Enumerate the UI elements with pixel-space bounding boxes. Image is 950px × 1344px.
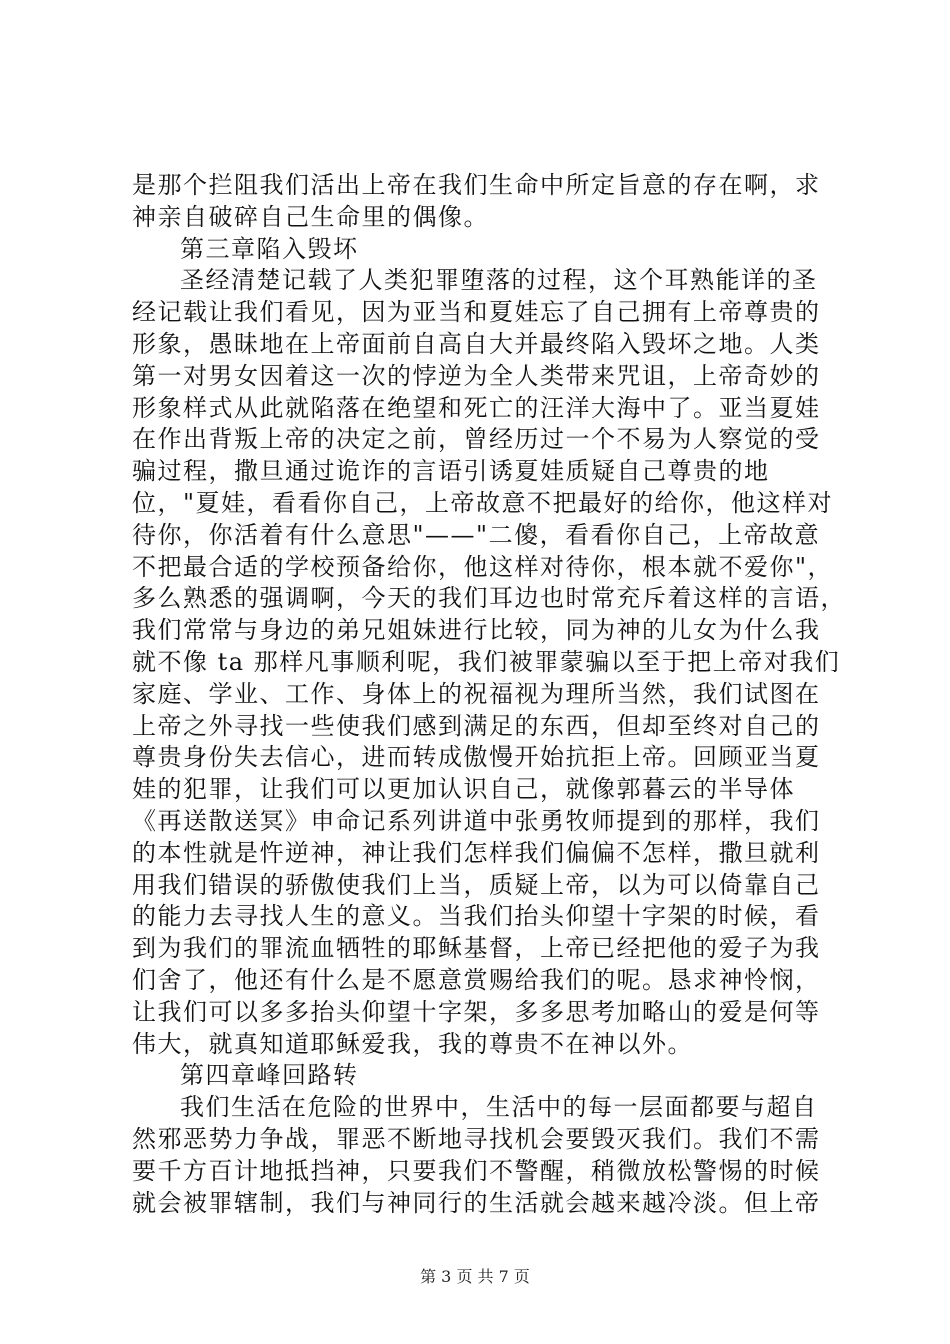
- document-body: [132, 170, 846, 1219]
- body-line: 伟大，就真知道耶稣爱我，我的尊贵不在神以外。: [132, 1029, 693, 1058]
- paragraph-first-line: 圣经清楚记载了人类犯罪堕落的过程，这个耳熟能详的圣: [180, 266, 818, 295]
- body-line: 的本性就是忤逆神，神让我们怎样我们偏偏不怎样，撒旦就利: [132, 838, 821, 867]
- body-line: 就不像 ta 那样凡事顺利呢，我们被罪蒙骗以至于把上帝对我们: [132, 647, 841, 676]
- body-line: 经记载让我们看见，因为亚当和夏娃忘了自己拥有上帝尊贵的: [132, 298, 821, 327]
- page-number-label: 第 3 页 共 7 页: [420, 1267, 530, 1286]
- body-line: 家庭、学业、工作、身体上的祝福视为理所当然，我们试图在: [132, 679, 821, 708]
- body-line: 我们常常与身边的弟兄姐妹进行比较，同为神的儿女为什么我: [132, 616, 821, 645]
- body-line: 是那个拦阻我们活出上帝在我们生命中所定旨意的存在啊，求: [132, 171, 821, 199]
- body-line: 上帝之外寻找一些使我们感到满足的东西，但却至终对自己的: [132, 711, 821, 740]
- body-line: 第一对男女因着这一次的悖逆为全人类带来咒诅，上帝奇妙的: [132, 361, 821, 390]
- body-line: 位，"夏娃，看看你自己，上帝故意不把最好的给你，他这样对: [132, 488, 834, 517]
- body-line: 不把最合适的学校预备给你，他这样对待你，根本就不爱你"，: [132, 552, 834, 581]
- body-line: 《再送散送冥》申命记系列讲道中张勇牧师提到的那样，我们: [132, 806, 821, 835]
- page-footer: [0, 1267, 950, 1287]
- body-line: 然邪恶势力争战，罪恶不断地寻找机会要毁灭我们。我们不需: [132, 1124, 821, 1153]
- paragraph-first-line: 我们生活在危险的世界中，生活中的每一层面都要与超自: [180, 1093, 818, 1122]
- body-line: 用我们错误的骄傲使我们上当，质疑上帝，以为可以倚靠自己: [132, 870, 821, 899]
- body-line: 在作出背叛上帝的决定之前，曾经历过一个不易为人察觉的受: [132, 425, 821, 454]
- body-line: 形象样式从此就陷落在绝望和死亡的汪洋大海中了。亚当夏娃: [132, 393, 821, 422]
- body-line: 形象，愚昧地在上帝面前自高自大并最终陷入毁坏之地。人类: [132, 329, 821, 358]
- body-line: 们舍了，他还有什么是不愿意赏赐给我们的呢。恳求神怜悯，: [132, 965, 821, 994]
- body-line: 的能力去寻找人生的意义。当我们抬头仰望十字架的时候，看: [132, 902, 821, 931]
- body-line: 尊贵身份失去信心，进而转成傲慢开始抗拒上帝。回顾亚当夏: [132, 743, 821, 772]
- body-line: 娃的犯罪，让我们可以更加认识自己，就像郭暮云的半导体: [132, 775, 795, 804]
- body-line: 神亲自破碎自己生命里的偶像。: [132, 202, 489, 231]
- body-line: 骗过程，撒旦通过诡诈的言语引诱夏娃质疑自己尊贵的地: [132, 457, 770, 486]
- body-line: 让我们可以多多抬头仰望十字架，多多思考加略山的爱是何等: [132, 997, 821, 1026]
- body-line: 待你，你活着有什么意思"——"二傻，看看你自己，上帝故意: [132, 520, 821, 549]
- chapter-heading: 第三章陷入毁坏: [180, 234, 359, 263]
- body-line: 就会被罪辖制，我们与神同行的生活就会越来越冷淡。但上帝: [132, 1188, 821, 1217]
- body-line: 要千方百计地抵挡神，只要我们不警醒，稍微放松警惕的时候: [132, 1156, 821, 1185]
- body-line: 到为我们的罪流血牺牲的耶稣基督，上帝已经把他的爱子为我: [132, 934, 821, 963]
- chapter-heading: 第四章峰回路转: [180, 1061, 359, 1090]
- body-line: 多么熟悉的强调啊，今天的我们耳边也时常充斥着这样的言语，: [132, 584, 846, 613]
